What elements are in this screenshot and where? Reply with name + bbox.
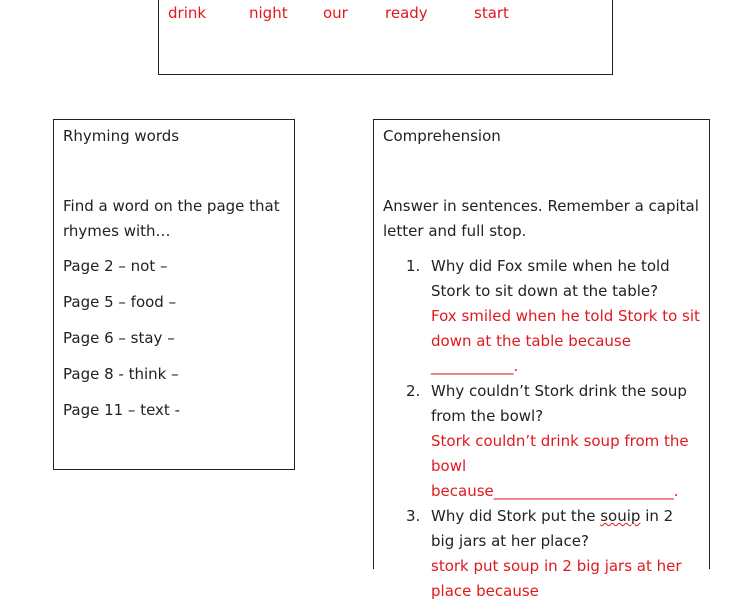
question-text-part: Why did Stork put the <box>431 507 601 525</box>
word-bank-word: our <box>323 4 348 22</box>
question-text: Why did Fox smile when he told Stork to sit down at the table? <box>431 257 670 300</box>
word-bank-word: start <box>474 4 509 22</box>
question-item <box>383 504 700 604</box>
rhyming-item: Page 8 - think – <box>63 365 179 383</box>
misspelled-word: souip <box>600 507 641 525</box>
rhyming-item: Page 2 – not – <box>63 257 168 275</box>
comprehension-box <box>373 119 710 600</box>
word-bank-word: night <box>249 4 288 22</box>
rhyming-item: Page 6 – stay – <box>63 329 175 347</box>
answer-text: stork put soup in 2 big jars at her place because <box>431 557 682 600</box>
answer-text: Stork couldn’t drink soup from the bowl because________________________. <box>431 432 689 500</box>
word-bank-word: drink <box>168 4 207 22</box>
rhyming-instruction: Find a word on the page that rhymes with… <box>63 197 280 240</box>
question-number: 2. <box>406 382 421 400</box>
question-text <box>431 504 700 554</box>
question-number: 3. <box>406 507 421 525</box>
comprehension-title: Comprehension <box>383 127 501 145</box>
question-number: 1. <box>406 257 421 275</box>
rhyming-item: Page 11 – text - <box>63 401 180 419</box>
rhyming-title: Rhyming words <box>63 127 180 145</box>
word-bank-box <box>158 0 613 75</box>
rhyming-words-box <box>53 119 295 470</box>
question-item <box>383 379 700 504</box>
question-text-part: in 2 big jars at her place? <box>431 507 674 550</box>
question-list <box>383 254 700 604</box>
answer-text: Fox smiled when he told Stork to sit down at the table because ___________. <box>431 307 700 375</box>
question-item <box>383 254 700 379</box>
word-bank-word: ready <box>385 4 428 22</box>
comprehension-instruction: Answer in sentences. Remember a capital letter and full stop. <box>383 197 699 240</box>
rhyming-item: Page 5 – food – <box>63 293 177 311</box>
question-text: Why couldn’t Stork drink the soup from the bowl? <box>431 382 687 425</box>
